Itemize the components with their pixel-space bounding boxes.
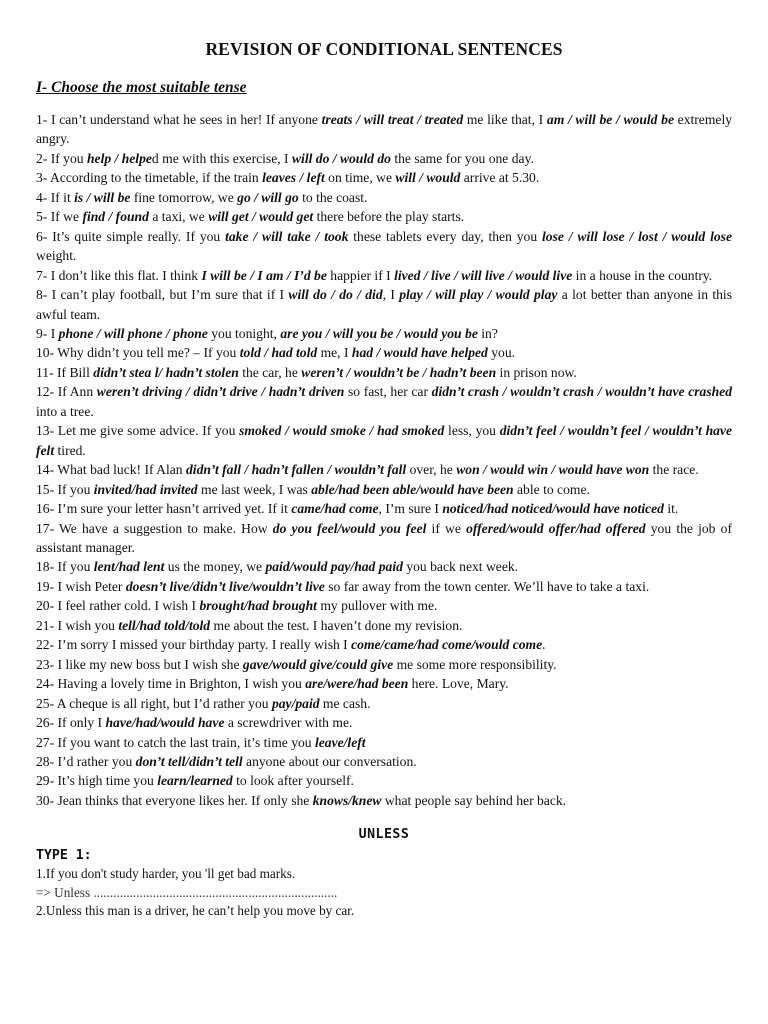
item-text: 19- I wish Peter xyxy=(36,578,126,594)
exercise-item xyxy=(36,110,732,149)
item-text: 29- It’s high time you xyxy=(36,773,158,789)
exercise-list xyxy=(36,110,732,810)
exercise-item xyxy=(36,207,732,226)
answer-options: come/came/had come/would come xyxy=(351,637,543,653)
answer-options: leaves / left xyxy=(262,170,325,186)
item-text: over, he xyxy=(406,462,457,478)
item-text: 27- If you want to catch the last train, it’s time you xyxy=(36,734,315,750)
item-text: me some more responsibility. xyxy=(393,656,557,672)
exercise-item xyxy=(36,499,732,518)
exercise-item xyxy=(36,596,732,615)
exercise-item xyxy=(36,577,732,596)
item-text: 17- We have a suggestion to make. How xyxy=(36,520,273,536)
answer-options: find / found xyxy=(82,209,149,225)
item-text: 20- I feel rather cold. I wish I xyxy=(36,598,200,614)
exercise-item xyxy=(36,713,732,732)
answer-options: told / had told xyxy=(239,345,318,361)
exercise-item xyxy=(36,188,732,207)
answer-options: do you feel/would you feel xyxy=(272,520,427,536)
exercise-item xyxy=(36,655,732,674)
item-text: so far away from the town center. We’ll have to take a taxi. xyxy=(324,578,650,594)
page-title: REVISION OF CONDITIONAL SENTENCES xyxy=(205,39,563,59)
item-text: 14- What bad luck! If Alan xyxy=(36,462,186,478)
item-text: in a house in the country. xyxy=(572,267,713,283)
answer-options: weren’t / wouldn’t be / hadn’t been xyxy=(301,364,497,380)
answer-options: tell/had told/told xyxy=(118,617,211,633)
answer-options: am / will be / would be xyxy=(546,112,674,127)
item-text: if we xyxy=(426,520,467,536)
item-text: 26- If only I xyxy=(36,715,106,731)
item-text: the car, he xyxy=(238,364,302,380)
item-text: arrive at 5.30. xyxy=(460,170,540,186)
exercise-item xyxy=(36,421,732,460)
item-text: 21- I wish you xyxy=(36,617,119,633)
item-text: 18- If you xyxy=(36,559,94,575)
item-text: me, I xyxy=(317,345,352,361)
exercise-item xyxy=(36,733,732,752)
item-text: in? xyxy=(477,325,498,341)
answer-options: treats / will treat / treated xyxy=(321,112,464,127)
answer-options: paid/would pay/had paid xyxy=(265,559,403,575)
item-text: 5- If we xyxy=(36,209,83,225)
item-text: less, you xyxy=(444,423,500,439)
item-text: d me with this exercise, I xyxy=(151,150,292,166)
exercise-item xyxy=(36,616,732,635)
answer-options: smoked / would smoke / had smoked xyxy=(239,423,445,439)
answer-options: able/had been able/would have been xyxy=(311,481,514,497)
item-text: on time, we xyxy=(324,170,396,186)
item-text: here. Love, Mary. xyxy=(408,676,509,692)
item-text: it. xyxy=(663,501,679,517)
answer-options: offered/would offer/had offered xyxy=(466,520,646,536)
item-text: 24- Having a lovely time in Brighton, I wish you xyxy=(36,676,306,692)
exercise-item xyxy=(36,752,732,771)
answer-options: learn/learned xyxy=(157,773,233,789)
answer-options: noticed/had noticed/would have noticed xyxy=(442,501,664,517)
item-text: so fast, her car xyxy=(344,384,432,400)
exercise-item xyxy=(36,363,732,382)
exercise-item xyxy=(36,635,732,654)
answer-options: lose / will lose / lost / would lose xyxy=(542,228,732,244)
exercise-item xyxy=(36,382,732,421)
answer-options: don’t tell/didn’t tell xyxy=(135,753,243,769)
answer-options: won / would win / would have won xyxy=(456,462,650,478)
answer-options: have/had/would have xyxy=(105,715,225,731)
item-text: tired. xyxy=(54,442,86,458)
exercise-item xyxy=(36,324,732,343)
answer-options: phone / will phone / phone xyxy=(58,325,208,341)
exercise-item xyxy=(36,480,732,499)
item-text: the race. xyxy=(649,462,699,478)
exercise-item xyxy=(36,266,732,285)
item-text: fine tomorrow, we xyxy=(130,189,238,205)
item-text: into a tree. xyxy=(36,403,94,419)
answer-options: knows/knew xyxy=(312,792,382,808)
unless-heading: UNLESS xyxy=(358,827,410,843)
answer-options: will get / would get xyxy=(208,209,314,225)
item-text: a lot better than anyone in this awful team. xyxy=(36,287,732,322)
answer-options: had / would have helped xyxy=(351,345,488,361)
item-text: 8- I can’t play football, but I’m sure that if I xyxy=(36,287,289,303)
answer-options: I will be / I am / I’d be xyxy=(201,267,327,283)
answer-options: didn’t fall / hadn’t fallen / wouldn’t fall xyxy=(186,462,407,478)
answer-options: are/were/had been xyxy=(305,676,409,692)
exercise-item xyxy=(36,674,732,693)
exercise-item xyxy=(36,168,732,187)
item-text: happier if I xyxy=(326,267,395,283)
item-text: me about the test. I haven’t done my revision. xyxy=(210,617,463,633)
answer-options: will / would xyxy=(395,170,461,186)
item-text: you the job of assistant manager. xyxy=(36,520,732,555)
answer-options: lent/had lent xyxy=(93,559,165,575)
answer-options: play / will play / would play xyxy=(399,287,558,303)
item-text: me last week, I was xyxy=(197,481,312,497)
unless-example: 1.If you don't study harder, you 'll get bad marks. xyxy=(36,866,296,882)
exercise-item xyxy=(36,771,732,790)
item-text: anyone about our conversation. xyxy=(242,753,417,769)
exercise-item xyxy=(36,694,732,713)
answer-options: gave/would give/could give xyxy=(242,656,394,672)
item-text: 1- I can’t understand what he sees in her! If anyone xyxy=(36,112,322,127)
exercise-item xyxy=(36,557,732,576)
exercise-item xyxy=(36,519,732,558)
item-text: what people say behind her back. xyxy=(381,792,567,808)
item-text: 22- I’m sorry I missed your birthday party. I really wish I xyxy=(36,637,352,653)
unless-example: 2.Unless this man is a driver, he can’t help you move by car. xyxy=(36,903,355,919)
item-text: extremely angry. xyxy=(36,112,733,147)
item-text: 11- If Bill xyxy=(36,364,94,380)
item-text: 13- Let me give some advice. If you xyxy=(36,423,240,439)
item-text: . xyxy=(542,637,546,653)
item-text: the same for you one day. xyxy=(390,150,534,166)
item-text: 12- If Ann xyxy=(36,384,97,400)
item-text: 16- I’m sure your letter hasn’t arrived yet. If it xyxy=(36,501,292,517)
item-text: 25- A cheque is all right, but I’d rather you xyxy=(36,695,272,711)
unless-answer-line: => Unless .......................................................................... xyxy=(36,884,338,900)
answer-options: go / will go xyxy=(237,189,299,205)
exercise-item xyxy=(36,285,732,324)
exercise-item xyxy=(36,149,732,168)
item-text: a screwdriver with me. xyxy=(224,715,353,731)
item-text: weight. xyxy=(36,248,77,264)
exercise-item xyxy=(36,460,732,479)
exercise-item xyxy=(36,343,732,362)
item-text: 28- I’d rather you xyxy=(36,753,136,769)
item-text: , I xyxy=(382,287,400,303)
item-text: me like that, I xyxy=(463,112,547,127)
answer-options: doesn’t live/didn’t live/wouldn’t live xyxy=(125,578,325,594)
item-text: in prison now. xyxy=(496,364,577,380)
answer-options: take / will take / took xyxy=(225,228,349,244)
answer-options: didn’t crash / wouldn’t crash / wouldn’t have crashed xyxy=(431,384,732,400)
item-text: 7- I don’t like this flat. I think xyxy=(36,267,202,283)
answer-options: came/had come xyxy=(291,501,379,517)
section-heading: I- Choose the most suitable tense xyxy=(36,79,247,96)
item-text: to the coast. xyxy=(298,189,368,205)
type-label: TYPE 1: xyxy=(36,848,92,864)
answer-options: is / will be xyxy=(74,189,131,205)
answer-options: will do / do / did xyxy=(288,287,383,303)
answer-options: didn’t stea l/ hadn’t stolen xyxy=(93,364,239,380)
answer-options: weren’t driving / didn’t drive / hadn’t driven xyxy=(96,384,345,400)
item-text: us the money, we xyxy=(164,559,266,575)
item-text: my pullover with me. xyxy=(316,598,438,614)
answer-options: pay/paid xyxy=(271,695,320,711)
item-text: you tonight, xyxy=(207,325,281,341)
answer-options: brought/had brought xyxy=(199,598,317,614)
item-text: you back next week. xyxy=(402,559,519,575)
item-text: , I’m sure I xyxy=(378,501,443,517)
exercise-item xyxy=(36,227,732,266)
item-text: me cash. xyxy=(319,695,371,711)
item-text: 30- Jean thinks that everyone likes her. If only she xyxy=(36,792,313,808)
answer-options: will do / would do xyxy=(291,150,391,166)
item-text: 15- If you xyxy=(36,481,94,497)
item-text: you. xyxy=(487,345,516,361)
item-text: able to come. xyxy=(513,481,590,497)
item-text: these tablets every day, then you xyxy=(348,228,542,244)
answer-options: help / helpe xyxy=(86,150,152,166)
answer-options: lived / live / will live / would live xyxy=(394,267,573,283)
item-text: 4- If it xyxy=(36,189,75,205)
item-text: to look after yourself. xyxy=(232,773,354,789)
item-text: there before the play starts. xyxy=(313,209,465,225)
item-text: 6- It’s quite simple really. If you xyxy=(36,228,226,244)
item-text: 3- According to the timetable, if the train xyxy=(36,170,263,186)
exercise-item xyxy=(36,791,732,810)
answer-options: invited/had invited xyxy=(93,481,198,497)
item-text: 10- Why didn’t you tell me? – If you xyxy=(36,345,240,361)
answer-options: didn’t feel / wouldn’t feel / wouldn’t have felt xyxy=(36,423,733,458)
item-text: 23- I like my new boss but I wish she xyxy=(36,656,243,672)
answer-options: leave/left xyxy=(314,734,366,750)
answer-options: are you / will you be / would you be xyxy=(280,325,478,341)
item-text: a taxi, we xyxy=(148,209,209,225)
item-text: 9- I xyxy=(36,325,59,341)
item-text: 2- If you xyxy=(36,150,87,166)
